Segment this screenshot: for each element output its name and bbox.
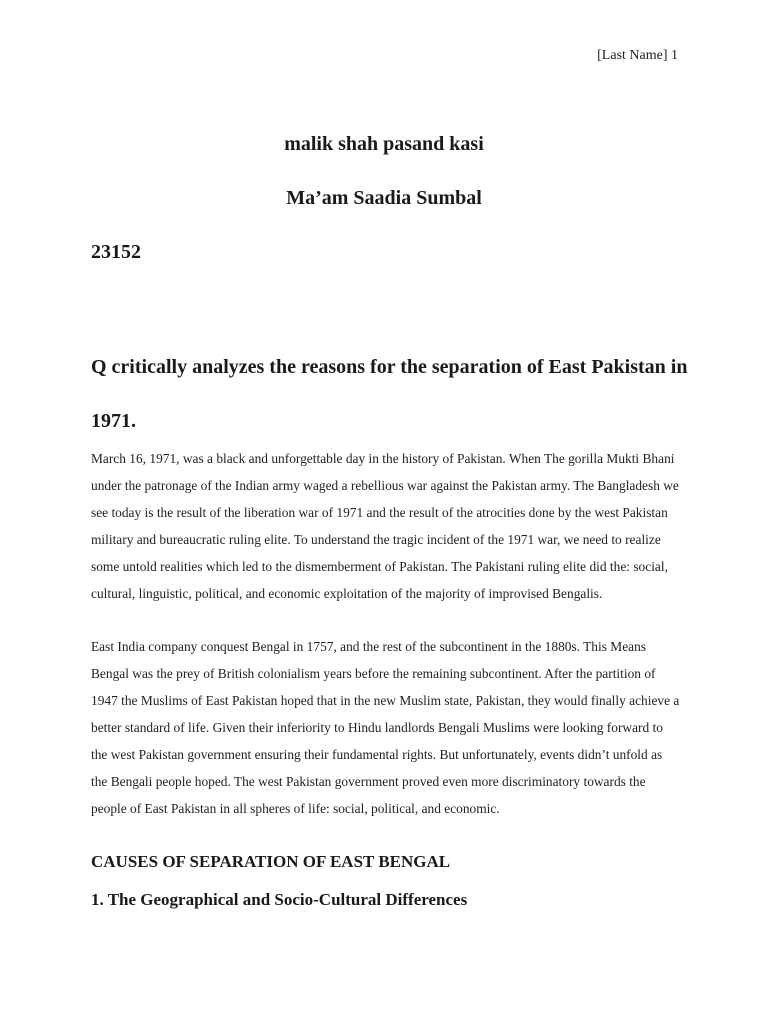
teacher-name: Ma’am Saadia Sumbal bbox=[286, 187, 482, 209]
subsection-heading-1: 1. The Geographical and Socio-Cultural Differences bbox=[91, 890, 468, 909]
body-paragraph-1: March 16, 1971, was a black and unforgettable day in the history of Pakistan. When The gorilla Mukti Bhani under the patronage of the Indian army waged a rebellious war against the Pakistan army. The Bangladesh we see today is the result of the liberation war of 1971 and the result of the atrocities done by the west Pakistan military and bureaucratic ruling elite. To understand the tragic incident of the 1971 war, we need to realize some untold realities which led to the dismemberment of Pakistan. The Pakistani ruling elite did the: social, cultural, linguistic, political, and economic exploitation of the majority of improvised Bengalis. bbox=[91, 451, 679, 601]
running-header: [Last Name] 1 bbox=[597, 48, 678, 63]
question-heading: Q critically analyzes the reasons for the separation of East Pakistan in 1971. bbox=[91, 356, 688, 432]
section-heading: CAUSES OF SEPARATION OF EAST BENGAL bbox=[91, 852, 451, 871]
student-name: malik shah pasand kasi bbox=[284, 133, 484, 155]
student-id: 23152 bbox=[91, 241, 141, 263]
body-paragraph-2: East India company conquest Bengal in 1757, and the rest of the subcontinent in the 1880s. This Means Bengal was the prey of British colonialism years before the remaining subcontinent. After the partition of 1947 the Muslims of East Pakistan hoped that in the new Muslim state, Pakistan, they would finally achieve a better standard of life. Given their inferiority to Hindu landlords Bengali Muslims were looking forward to the west Pakistan government ensuring their fundamental rights. But unfortunately, events didn’t unfold as the Bengali people hoped. The west Pakistan government proved even more discriminatory towards the people of East Pakistan in all spheres of life: social, political, and economic. bbox=[91, 639, 680, 816]
